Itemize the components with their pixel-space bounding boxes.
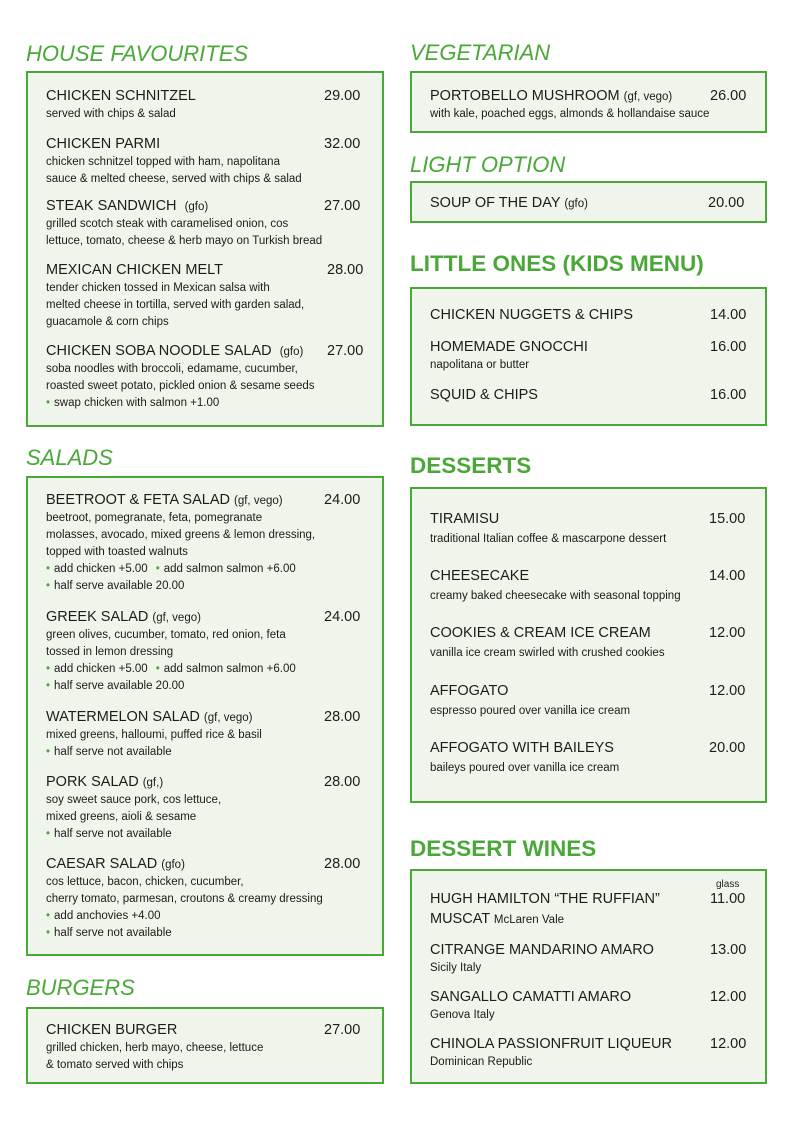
item-price: 32.00 [324, 136, 361, 152]
item-price: 28.00 [324, 856, 361, 872]
menu-item [430, 740, 747, 777]
item-name-continued: MUSCAT McLaren Vale [430, 911, 565, 927]
menu-item [430, 568, 747, 605]
item-name: HOMEMADE GNOCCHI [430, 339, 588, 355]
item-description: Genova Italy [430, 1009, 495, 1021]
item-description: cos lettuce, bacon, chicken, cucumber, [46, 876, 244, 888]
menu-item [430, 339, 747, 374]
menu-item [430, 625, 747, 662]
item-description: napolitana or butter [430, 359, 530, 371]
item-description: espresso poured over vanilla ice cream [430, 705, 631, 717]
menu-item [46, 774, 364, 843]
item-description: molasses, avocado, mixed greens & lemon dressing, [46, 529, 316, 541]
item-price: 11.00 [710, 891, 746, 907]
item-options: • half serve available 20.00 [46, 578, 364, 595]
item-price: 12.00 [709, 625, 746, 641]
section-title-vegetarian: VEGETARIAN [410, 40, 551, 65]
dessert-wines-box [410, 869, 767, 1084]
house-favourites-box [26, 71, 384, 427]
item-name: BEETROOT & FETA SALAD (gf, vego) [46, 492, 283, 508]
menu-item [46, 492, 364, 595]
item-name: HUGH HAMILTON “THE RUFFIAN” [430, 891, 660, 907]
item-name: SQUID & CHIPS [430, 387, 538, 403]
item-price: 12.00 [709, 683, 746, 699]
section-title-house-favourites: HOUSE FAVOURITES [26, 41, 249, 66]
menu-item [430, 942, 747, 977]
item-options: • half serve available 20.00 [46, 678, 364, 695]
item-options: • half serve not available [46, 744, 364, 761]
item-description: cherry tomato, parmesan, croutons & creamy dressing [46, 893, 323, 905]
item-name: CHICKEN SOBA NOODLE SALAD (gfo) [46, 343, 304, 359]
section-title-dessert-wines: DESSERT WINES [410, 836, 597, 861]
item-name: CAESAR SALAD (gfo) [46, 856, 185, 872]
item-description: guacamole & corn chips [46, 316, 169, 328]
item-price: 27.00 [324, 1022, 361, 1038]
salads-box [26, 476, 384, 956]
item-price: 27.00 [327, 343, 364, 359]
item-price: 28.00 [324, 709, 361, 725]
desserts-box [410, 487, 767, 803]
menu-item [46, 136, 364, 188]
item-price: 27.00 [324, 198, 361, 214]
item-description: mixed greens, aioli & sesame [46, 811, 197, 823]
glass-label: glass [716, 879, 740, 890]
item-description: grilled scotch steak with caramelised onion, cos [46, 218, 289, 230]
menu-item [430, 511, 747, 548]
item-price: 26.00 [710, 88, 747, 104]
burgers-box [26, 1007, 384, 1084]
item-name: CHEESECAKE [430, 568, 530, 584]
item-description: baileys poured over vanilla ice cream [430, 762, 620, 774]
item-description: green olives, cucumber, tomato, red onion, feta [46, 629, 286, 641]
menu-item [46, 609, 364, 695]
item-price: 14.00 [710, 307, 747, 323]
section-title-salads: SALADS [26, 445, 113, 470]
vegetarian-box [410, 71, 767, 133]
item-price: 12.00 [710, 989, 747, 1005]
item-price: 13.00 [710, 942, 747, 958]
item-description: vanilla ice cream swirled with crushed cookies [430, 647, 665, 659]
item-description: beetroot, pomegranate, feta, pomegranate [46, 512, 263, 524]
menu-item [46, 262, 364, 331]
light-option-box [410, 181, 767, 223]
item-description: melted cheese in tortilla, served with garden salad, [46, 299, 305, 311]
item-name: SOUP OF THE DAY (gfo) [430, 195, 588, 211]
item-name: AFFOGATO WITH BAILEYS [430, 740, 614, 756]
item-price: 20.00 [708, 195, 745, 211]
item-options: • add chicken +5.00• add salmon salmon +6.00 [46, 661, 364, 678]
item-name: GREEK SALAD (gf, vego) [46, 609, 201, 625]
item-description: served with chips & salad [46, 108, 176, 120]
item-name: CHICKEN PARMI [46, 136, 161, 152]
item-options: • half serve not available [46, 925, 364, 942]
item-name: PORTOBELLO MUSHROOM (gf, vego) [430, 88, 673, 104]
item-description: soy sweet sauce pork, cos lettuce, [46, 794, 222, 806]
item-name: CHICKEN BURGER [46, 1022, 178, 1038]
menu-item [46, 856, 364, 942]
section-title-burgers: BURGERS [26, 975, 135, 1000]
item-price: 28.00 [324, 774, 361, 790]
item-price: 29.00 [324, 88, 361, 104]
menu-item [430, 387, 747, 405]
item-price: 15.00 [709, 511, 746, 527]
menu-item [430, 891, 747, 927]
item-description: traditional Italian coffee & mascarpone dessert [430, 533, 667, 545]
menu-item [46, 343, 364, 412]
menu-item [46, 88, 364, 123]
item-description: creamy baked cheesecake with seasonal topping [430, 590, 681, 602]
item-description: mixed greens, halloumi, puffed rice & basil [46, 729, 262, 741]
item-description: sauce & melted cheese, served with chips & salad [46, 173, 302, 185]
item-description: topped with toasted walnuts [46, 546, 188, 558]
menu-item [46, 198, 364, 250]
item-name: CHICKEN NUGGETS & CHIPS [430, 307, 634, 323]
menu-item [430, 88, 747, 123]
item-price: 24.00 [324, 492, 361, 508]
menu-item [46, 1022, 364, 1074]
item-description: with kale, poached eggs, almonds & hollandaise sauce [430, 108, 710, 120]
item-name: CITRANGE MANDARINO AMARO [430, 942, 654, 958]
item-description: Sicily Italy [430, 962, 482, 974]
item-options: • swap chicken with salmon +1.00 [46, 395, 364, 412]
item-name: CHINOLA PASSIONFRUIT LIQUEUR [430, 1036, 672, 1052]
item-description: roasted sweet potato, pickled onion & sesame seeds [46, 380, 315, 392]
item-description: & tomato served with chips [46, 1059, 184, 1071]
item-description: soba noodles with broccoli, edamame, cucumber, [46, 363, 298, 375]
item-price: 12.00 [710, 1036, 747, 1052]
menu-item [430, 307, 747, 325]
item-name: COOKIES & CREAM ICE CREAM [430, 625, 651, 641]
item-options: • add chicken +5.00• add salmon salmon +6.00 [46, 561, 364, 578]
menu-item [430, 683, 747, 720]
menu-item [430, 989, 747, 1024]
item-name: PORK SALAD (gf,) [46, 774, 164, 790]
item-price: 20.00 [709, 740, 746, 756]
menu-item [430, 195, 747, 213]
item-options: • half serve not available [46, 826, 364, 843]
item-description: chicken schnitzel topped with ham, napolitana [46, 156, 280, 168]
item-price: 28.00 [327, 262, 364, 278]
item-name: STEAK SANDWICH (gfo) [46, 198, 209, 214]
menu-item [46, 709, 364, 761]
item-name: CHICKEN SCHNITZEL [46, 88, 196, 104]
item-price: 16.00 [710, 387, 747, 403]
menu-item [430, 1036, 747, 1071]
item-name: TIRAMISU [430, 511, 500, 527]
item-description: grilled chicken, herb mayo, cheese, lettuce [46, 1042, 264, 1054]
item-price: 16.00 [710, 339, 747, 355]
item-options: • add anchovies +4.00 [46, 908, 364, 925]
item-price: 24.00 [324, 609, 361, 625]
item-description: tender chicken tossed in Mexican salsa with [46, 282, 270, 294]
item-name: AFFOGATO [430, 683, 509, 699]
item-name: SANGALLO CAMATTI AMARO [430, 989, 632, 1005]
section-title-desserts: DESSERTS [410, 453, 532, 478]
section-title-light-option: LIGHT OPTION [410, 152, 566, 177]
item-name: WATERMELON SALAD (gf, vego) [46, 709, 253, 725]
item-description: tossed in lemon dressing [46, 646, 174, 658]
item-description: Dominican Republic [430, 1056, 533, 1068]
item-description: lettuce, tomato, cheese & herb mayo on Turkish bread [46, 235, 323, 247]
section-title-kids-menu: LITTLE ONES (KIDS MENU) [410, 251, 704, 276]
item-price: 14.00 [709, 568, 746, 584]
item-name: MEXICAN CHICKEN MELT [46, 262, 223, 278]
kids-menu-box [410, 287, 767, 426]
